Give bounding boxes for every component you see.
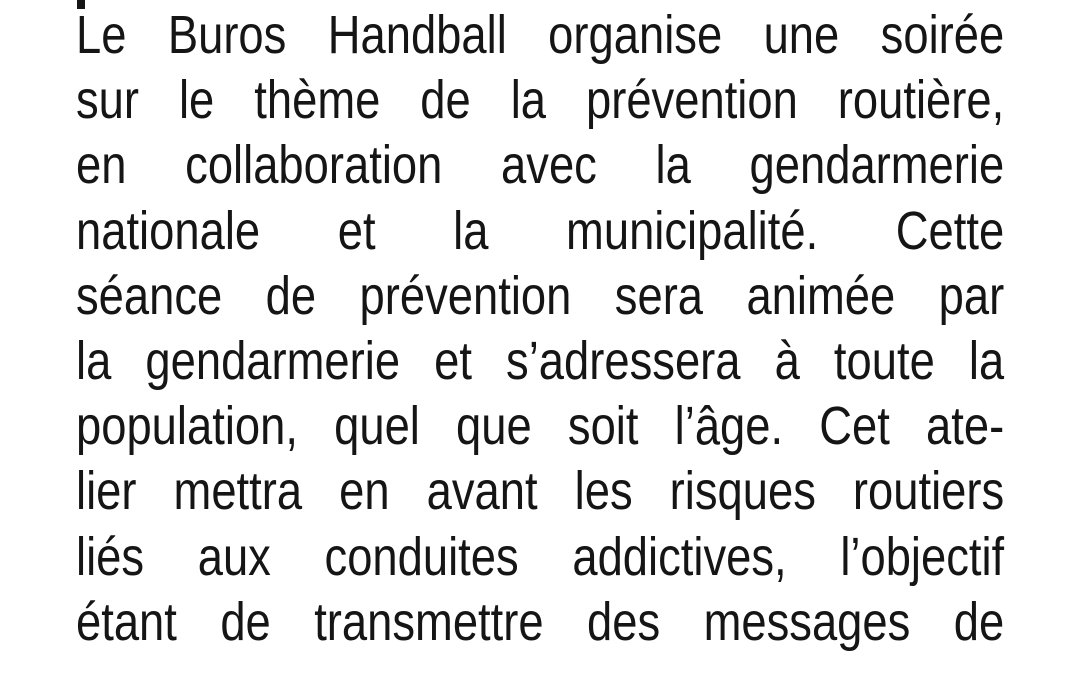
article-line: séance de prévention sera animée par [76, 265, 1005, 326]
article-line: nationale et la municipalité. Cette [76, 200, 1005, 261]
article-line: Le Buros Handball organise une soirée [76, 5, 1005, 65]
article-line: étant de transmettre des messages de [76, 591, 1005, 652]
article-line: lier mettra en avant les risques routiers [76, 461, 1005, 522]
article-line: liés aux conduites addictives, l’objectif [76, 526, 1005, 587]
article-body [76, 3, 1004, 655]
article-line: la gendarmerie et s’adressera à toute la [76, 330, 1005, 391]
article-line: en collaboration avec la gendarmerie [76, 135, 1005, 196]
article-line: population, quel que soit l’âge. Cet ate- [76, 396, 1005, 457]
article-line: sur le thème de la prévention routière, [76, 70, 1005, 131]
